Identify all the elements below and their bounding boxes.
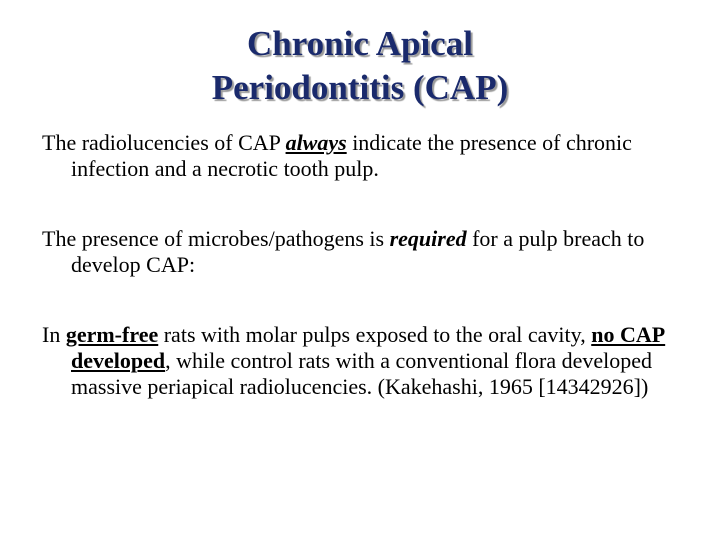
paragraph-1-text-b: indicate the presence of chronic infection and a necrotic tooth pulp.: [71, 130, 632, 181]
slide-body: [42, 130, 682, 400]
emphasis-required: required: [389, 226, 467, 251]
paragraph-2-text-a: The presence of microbes/pathogens is: [42, 226, 390, 251]
paragraph-3-text-b: rats with molar pulps exposed to the oral cavity,: [158, 322, 592, 347]
slide-title: [0, 22, 720, 110]
emphasis-always: always: [285, 130, 347, 155]
paragraph-3-text-a: In: [42, 322, 66, 347]
paragraph-cap-radiolucencies: [42, 130, 682, 182]
paragraph-1-text-a: The radiolucencies of CAP: [42, 130, 286, 155]
emphasis-germ-free: germ-free: [65, 322, 159, 347]
paragraph-3-text-c: , while control rats with a conventional flora developed massive periapical radiolucencies. (Kakehashi, 1965 [14342926]): [71, 348, 653, 399]
emphasis-no-cap-developed: no CAP developed: [71, 322, 666, 373]
paragraph-2-text-b: for a pulp breach to develop CAP:: [71, 226, 645, 277]
paragraph-germ-free-rats: [42, 322, 682, 400]
paragraph-microbes-required: [42, 226, 682, 278]
title-line-2: Periodontitis (CAP): [211, 68, 509, 107]
title-line-1: Chronic Apical: [247, 24, 473, 63]
